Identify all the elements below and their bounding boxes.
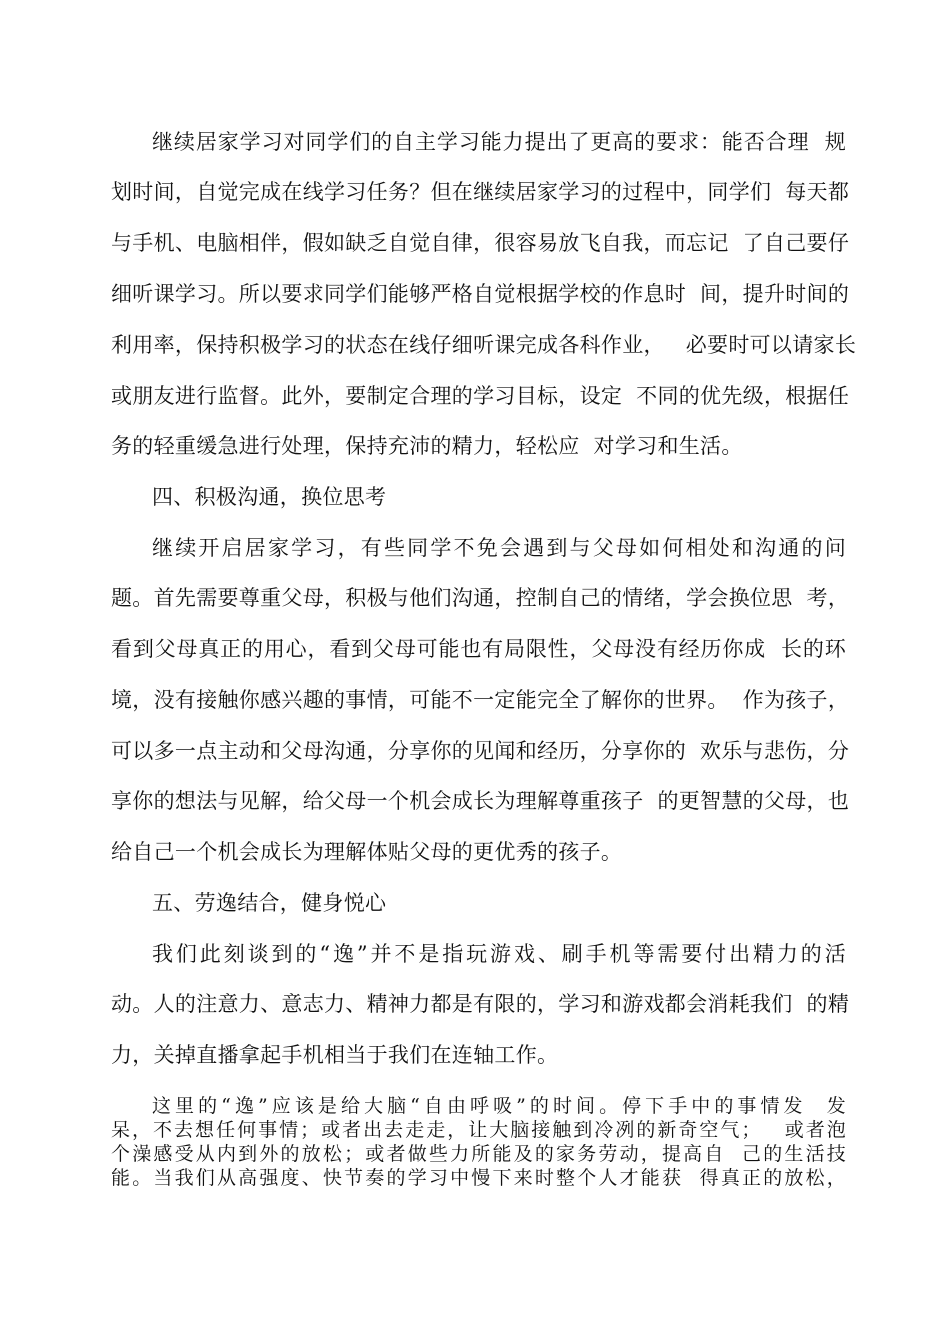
paragraph-line: 可以多一点主动和父母沟通，分享你的见闻和经历，分享你的 欢乐与悲伤，分 [111, 739, 850, 763]
paragraph-line: 呆，不去想任何事情；或者出去走走，让大脑接触到冷冽的新奇空气； 或者泡 [111, 1119, 846, 1141]
paragraph-line: 划时间，自觉完成在线学习任务？但在继续居家学习的过程中，同学们 每天都 [111, 180, 850, 204]
paragraph-line: 或朋友进行监督。此外，要制定合理的学习目标，设定 不同的优先级，根据任 [111, 384, 850, 408]
paragraph-line: 细听课学习。所以要求同学们能够严格自觉根据学校的作息时 间，提升时间的 [111, 282, 850, 306]
paragraph-line: 利用率，保持积极学习的状态在线仔细听课完成各科作业， 必要时可以请家长 [111, 333, 857, 357]
paragraph-line: 能。当我们从高强度、快节奏的学习中慢下来时整个人才能获 得真正的放松， [111, 1167, 846, 1189]
paragraph-line: 继续开启居家学习，有些同学不免会遇到与父母如何相处和沟通的问 [152, 536, 846, 560]
paragraph-line: 享你的想法与见解，给父母一个机会成长为理解尊重孩子 的更智慧的父母，也 [111, 789, 850, 813]
paragraph-line: 继续居家学习对同学们的自主学习能力提出了更高的要求：能否合理 规 [152, 130, 846, 154]
paragraph-line: 我们此刻谈到的“逸”并不是指玩游戏、刷手机等需要付出精力的活 [152, 942, 846, 966]
paragraph-line: 与手机、电脑相伴，假如缺乏自觉自律，很容易放飞自我，而忘记 了自己要仔 [111, 231, 850, 255]
paragraph-line: 力，关掉直播拿起手机相当于我们在连轴工作。 [111, 1043, 559, 1067]
paragraph-line: 看到父母真正的用心，看到父母可能也有局限性，父母没有经历你成 长的环 [111, 637, 846, 661]
paragraph-line: 个澡感受从内到外的放松；或者做些力所能及的家务劳动，提高自 己的生活技 [111, 1143, 846, 1165]
paragraph-line: 境，没有接触你感兴趣的事情，可能不一定能完全了解你的世界。 作为孩子， [111, 688, 850, 712]
section-heading: 五、劳逸结合，健身悦心 [152, 891, 387, 915]
paragraph-line: 题。首先需要尊重父母，积极与他们沟通，控制自己的情绪，学会换位思 考， [111, 586, 850, 610]
paragraph-line: 这里的“逸”应该是给大脑“自由呼吸”的时间。停下手中的事情发 发 [152, 1095, 846, 1117]
section-heading: 四、积极沟通，换位思考 [152, 485, 387, 509]
paragraph-line: 给自己一个机会成长为理解体贴父母的更优秀的孩子。 [111, 840, 623, 864]
paragraph-line: 动。人的注意力、意志力、精神力都是有限的，学习和游戏都会消耗我们 的精 [111, 992, 850, 1016]
paragraph-line: 务的轻重缓急进行处理，保持充沛的精力，轻松应 对学习和生活。 [111, 434, 743, 458]
